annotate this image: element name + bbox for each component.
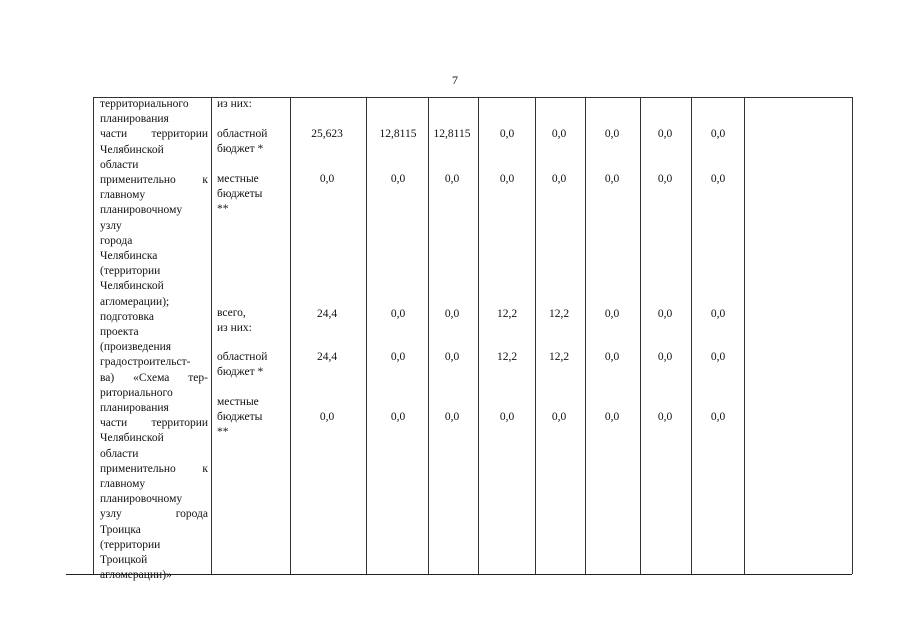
funding-source-label-line: местные [217, 396, 259, 408]
table-cell-value: 0,0 [657, 128, 673, 140]
funding-source-label [217, 350, 267, 380]
description-line: Челябинской [100, 432, 164, 445]
table-cell-value: 0,0 [657, 351, 673, 363]
funding-source-label-line: областной [217, 351, 268, 363]
funding-source-label-line: бюджет * [217, 366, 264, 379]
funding-source-label-line: всего, [217, 307, 246, 319]
table-column-border [640, 97, 641, 574]
description-line: планировочному [100, 204, 183, 217]
description-line: области [100, 158, 139, 171]
table-cell-value: 0,0 [710, 411, 726, 423]
funding-source-label-line: бюджеты [217, 411, 263, 424]
table-cell-value: 0,0 [390, 351, 406, 363]
table-cell-value: 0,0 [604, 173, 620, 185]
description-line: (территории [100, 265, 161, 278]
table-cell-value: 0,0 [499, 411, 515, 423]
table-cell-value: 0,0 [604, 351, 620, 363]
table-cell-value: 12,2 [496, 351, 518, 363]
description-line: планировочному [100, 493, 183, 506]
table-column-border [535, 97, 536, 574]
table-cell-value: 12,8115 [433, 128, 471, 140]
table-cell-value: 0,0 [710, 173, 726, 185]
funding-source-label-line: ** [217, 426, 229, 439]
table-cell-value: 0,0 [499, 128, 515, 140]
table-column-border [585, 97, 586, 574]
table-cell-value: 12,2 [548, 351, 570, 363]
description-line: главному [100, 478, 146, 491]
table-cell-value: 0,0 [499, 173, 515, 185]
description-line: градостроительст- [100, 356, 191, 369]
description-line: Челябинска [100, 250, 158, 263]
table-cell-value: 0,0 [657, 308, 673, 320]
funding-source-label [217, 306, 252, 336]
table-cell-value: 0,0 [657, 411, 673, 423]
table-cell-value: 0,0 [657, 173, 673, 185]
table-cell-value: 0,0 [444, 351, 460, 363]
table-cell-value: 0,0 [444, 173, 460, 185]
table-column-border [93, 97, 94, 574]
table-cell-value: 0,0 [319, 411, 335, 423]
table-cell-value: 0,0 [604, 128, 620, 140]
table-cell-value: 0,0 [551, 128, 567, 140]
page-number: 7 [452, 73, 458, 87]
description-line: Троицкой [100, 554, 148, 567]
description-line: планирования [100, 113, 169, 126]
table-column-border [366, 97, 367, 574]
table-cell-value: 0,0 [551, 411, 567, 423]
table-column-border [691, 97, 692, 574]
description-line: Челябинской [100, 143, 164, 156]
funding-source-label-line: ** [217, 203, 229, 216]
description-line: проекта [100, 326, 139, 339]
table-cell-value: 12,2 [496, 308, 518, 320]
description-line: планирования [100, 402, 169, 415]
description-line: (территории [100, 538, 161, 551]
table-cell-value: 12,2 [548, 308, 570, 320]
table-cell-value: 0,0 [319, 173, 335, 185]
table-column-border [428, 97, 429, 574]
description-line: части территории [100, 128, 208, 141]
table-cell-value: 24,4 [316, 351, 338, 363]
description-line: Челябинской [100, 280, 164, 293]
table-cell-value: 12,8115 [379, 128, 417, 140]
table-cell-value: 25,623 [311, 128, 343, 140]
description-line: узлу [100, 219, 122, 232]
measure-description [100, 97, 208, 584]
funding-source-label-line: из них: [217, 322, 252, 335]
funding-source-label [217, 395, 262, 441]
funding-source-label-line: бюджеты [217, 188, 263, 201]
table-cell-value: 0,0 [710, 308, 726, 320]
description-line: агломерации); [100, 295, 170, 308]
description-line: риториального [100, 386, 173, 399]
table-column-border [290, 97, 291, 574]
table-cell-value: 0,0 [604, 308, 620, 320]
description-line: территориального [100, 98, 189, 110]
description-line: агломерации)» [100, 569, 172, 582]
table-cell-value: 0,0 [710, 351, 726, 363]
funding-source-label [217, 97, 252, 112]
table-cell-value: 0,0 [604, 411, 620, 423]
funding-source-label-line: областной [217, 128, 268, 140]
table-cell-value: 0,0 [390, 308, 406, 320]
description-line: главному [100, 189, 146, 202]
table-cell-value: 0,0 [390, 173, 406, 185]
table-cell-value: 0,0 [444, 411, 460, 423]
table-cell-value: 0,0 [390, 411, 406, 423]
funding-source-label [217, 127, 267, 157]
description-line: города [100, 234, 133, 247]
funding-source-label [217, 172, 262, 218]
table-cell-value: 0,0 [551, 173, 567, 185]
table-column-border [211, 97, 212, 574]
funding-source-label-line: бюджет * [217, 143, 264, 156]
description-line: части территории [100, 417, 208, 430]
table-cell-value: 24,4 [316, 308, 338, 320]
description-line: (произведения [100, 341, 172, 354]
description-line: применительно к [100, 174, 208, 187]
description-line: применительно к [100, 462, 208, 475]
description-line: Троицка [100, 523, 141, 536]
table-cell-value: 0,0 [444, 308, 460, 320]
description-line: узлу города [100, 508, 208, 521]
table-column-border [478, 97, 479, 574]
description-line: области [100, 447, 139, 460]
table-column-border [744, 97, 745, 574]
funding-source-label-line: местные [217, 173, 259, 185]
table-column-border [852, 97, 853, 574]
table-cell-value: 0,0 [710, 128, 726, 140]
description-line: подготовка [100, 310, 155, 323]
funding-source-label-line: из них: [217, 98, 252, 110]
description-line: ва) «Схема тер- [100, 371, 208, 384]
